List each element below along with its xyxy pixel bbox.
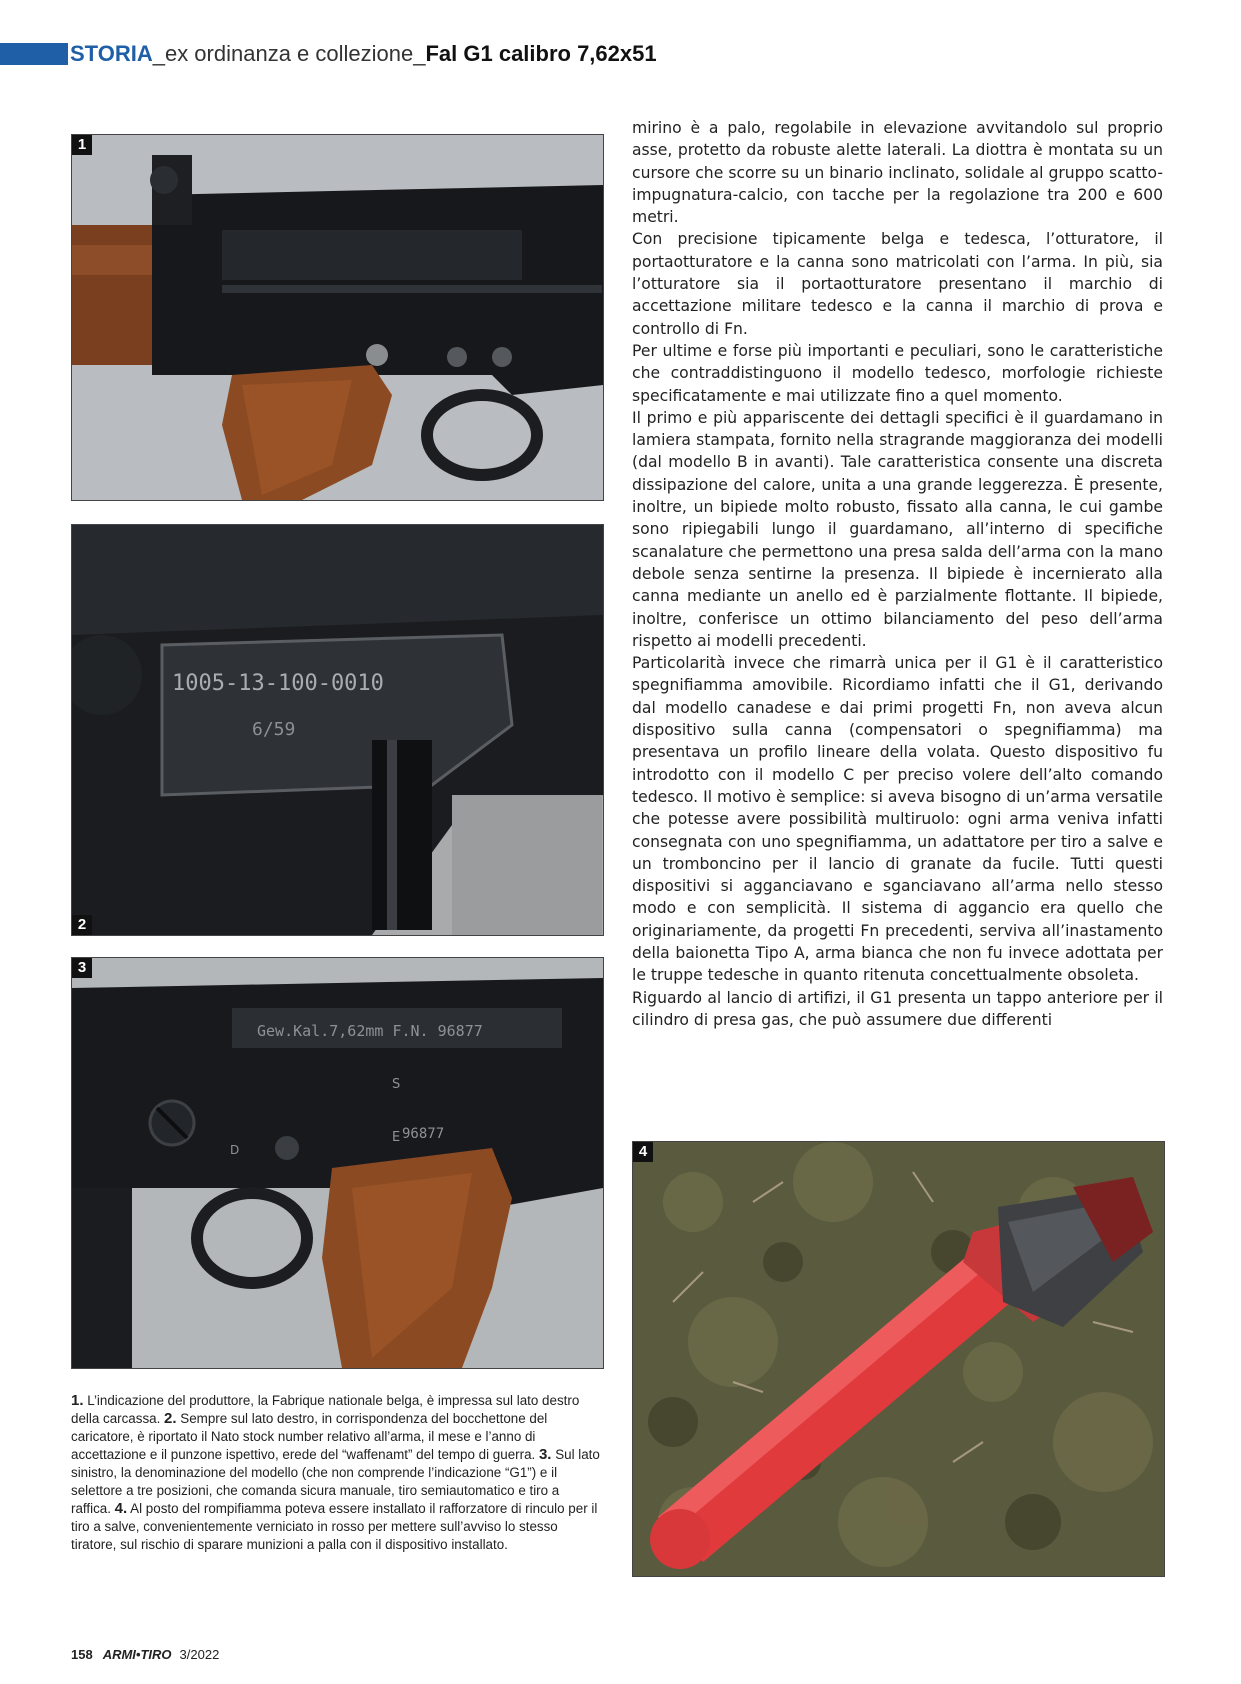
subsection-label: _ex ordinanza e collezione_ [152, 41, 426, 66]
section-label: STORIA [70, 41, 153, 66]
magazine-name: ARMI•TIRO [102, 1647, 172, 1662]
body-paragraph: Con precisione tipicamente belga e tedesca, l’otturatore, il portaotturatore e la canna sono matricolati con l’arma. In più, sia l’otturatore sia il portaotturatore presentano il marchio di accettazione militare tedesco e la canna il marchio di prova e controllo di Fn. [632, 230, 1163, 338]
header-accent-bar [0, 43, 68, 65]
caption-number: 1. [71, 1392, 84, 1409]
body-paragraph: Il primo e più appariscente dei dettagli specifici è il guardamano in lamiera stampata, fornito nella stragrande maggioranza dei modelli (dal modello B in avanti). Tale caratteristica consente una discreta dissipazione del calore, unita a una grande leggerezza. È presente, inoltre, un bipiede molto robusto, fissato alla canna, le cui gambe sono ripiegabili lungo il guardamano, all’interno di specifiche scanalature che permettono una presa salda dell’arma con la mano debole senza sentirne la presenza. Il bipiede è incernierato alla canna mediante un anello ed è parzialmente flottante. Il bipiede, inoltre, conferisce un ottimo bilanciamento del peso dell’arma rispetto ai modelli precedenti. [632, 408, 1163, 650]
photo-3 [71, 957, 604, 1369]
selector-photo [72, 958, 603, 1368]
caption-text: L’indicazione del produttore, la Fabrique nationale belga, è impressa sul lato destro della carcassa. [71, 1393, 580, 1426]
photo-2 [71, 524, 604, 936]
photo-caption [71, 1392, 602, 1554]
magazine-well-photo [72, 525, 603, 935]
body-paragraph: mirino è a palo, regolabile in elevazione avvitandolo sul proprio asse, protetto da robuste alette laterali. La diottra è montata su un cursore che scorre su un binario inclinato, solidale al gruppo scatto-impugnatura-calcio, con tacche per la regolazione tra 200 e 600 metri. [632, 119, 1163, 227]
selector-mark-s: S [392, 1077, 401, 1092]
page-number: 158 [71, 1647, 93, 1662]
rifle-receiver-photo [72, 135, 603, 500]
running-header [70, 40, 657, 68]
caption-text: Al posto del rompifiamma poteva essere installato il rafforzatore di rinculo per il tiro a salve, convenientemente verniciato in rosso per mettere sull’avviso lo stesso tiratore, sul rischio di sparare munizioni a palla con il dispositivo installato. [71, 1501, 598, 1552]
caption-number: 4. [114, 1500, 128, 1517]
body-paragraph: Per ultime e forse più importanti e peculiari, sono le caratteristiche che contraddistinguono il modello tedesco, morfologie richieste specificatamente e mai utilizzate fino a quel momento. [632, 341, 1163, 405]
nato-stock-number: 1005-13-100-0010 [172, 671, 384, 696]
selector-mark-d: D [230, 1143, 240, 1157]
issue-number: 3/2022 [179, 1647, 220, 1662]
serial-marking: 96877 [402, 1126, 445, 1142]
photo-number: 1 [72, 135, 92, 155]
acceptance-date: 6/59 [252, 719, 296, 740]
article-title: Fal G1 calibro 7,62x51 [425, 41, 657, 66]
caption-text: Sempre sul lato destro, in corrispondenza del bocchettone del caricatore, è riportato il Nato stock number relativo all’arma, il mese e l’anno di accettazione e il punzone ispettivo, erede del “waffenamt” del tempo di guerra. [71, 1411, 548, 1462]
photo-number: 3 [72, 958, 92, 978]
photo-4 [632, 1141, 1165, 1577]
photo-1 [71, 134, 604, 501]
photo-number: 4 [633, 1142, 653, 1162]
grenade-adapter-photo [633, 1142, 1164, 1576]
model-marking: Gew.Kal.7,62mm F.N. 96877 [257, 1022, 483, 1040]
body-paragraph: Riguardo al lancio di artifizi, il G1 presenta un tappo anteriore per il cilindro di presa gas, che può assumere due differenti [632, 988, 1163, 1029]
selector-mark-e: E [392, 1130, 401, 1145]
page-footer [71, 1647, 219, 1662]
caption-number: 2. [164, 1410, 177, 1427]
article-body [632, 117, 1163, 1031]
caption-text: Sul lato sinistro, la denominazione del modello (che non comprende l’indicazione “G1”) e il selettore a tre posizioni, che comanda sicura manuale, tiro semiautomatico e tiro a raffica. [71, 1447, 600, 1516]
photo-number: 2 [72, 915, 92, 935]
caption-number: 3. [538, 1446, 552, 1463]
body-paragraph: Particolarità invece che rimarrà unica per il G1 è il caratteristico spegnifiamma amovibile. Ricordiamo infatti che il G1, derivando dal modello canadese e dai primi progetti Fn, non aveva alcun dispositivo sulla canna (compensatori o spegnifiamma) ma presentava un profilo lineare della volata. Questo dispositivo fu introdotto con il modello C per preciso volere dell’alto comando tedesco. Il motivo è semplice: si aveva bisogno di un’arma versatile che potesse avere possibilità multiruolo: ogni arma veniva infatti consegnata con uno spegnifiamma, un adattatore per tiro a salve e un tromboncino per il lancio di granate da fucile. Tutti questi dispositivi si agganciavano e sganciavano all’arma nello stesso modo e con semplicità. Il sistema di aggancio era quello che originariamente, da progetti Fn precedenti, serviva all’inastamento della baionetta Tipo A, arma bianca che non fu invece adottata per le truppe tedesche in quanto ritenuta concettualmente obsoleta. [632, 654, 1163, 985]
